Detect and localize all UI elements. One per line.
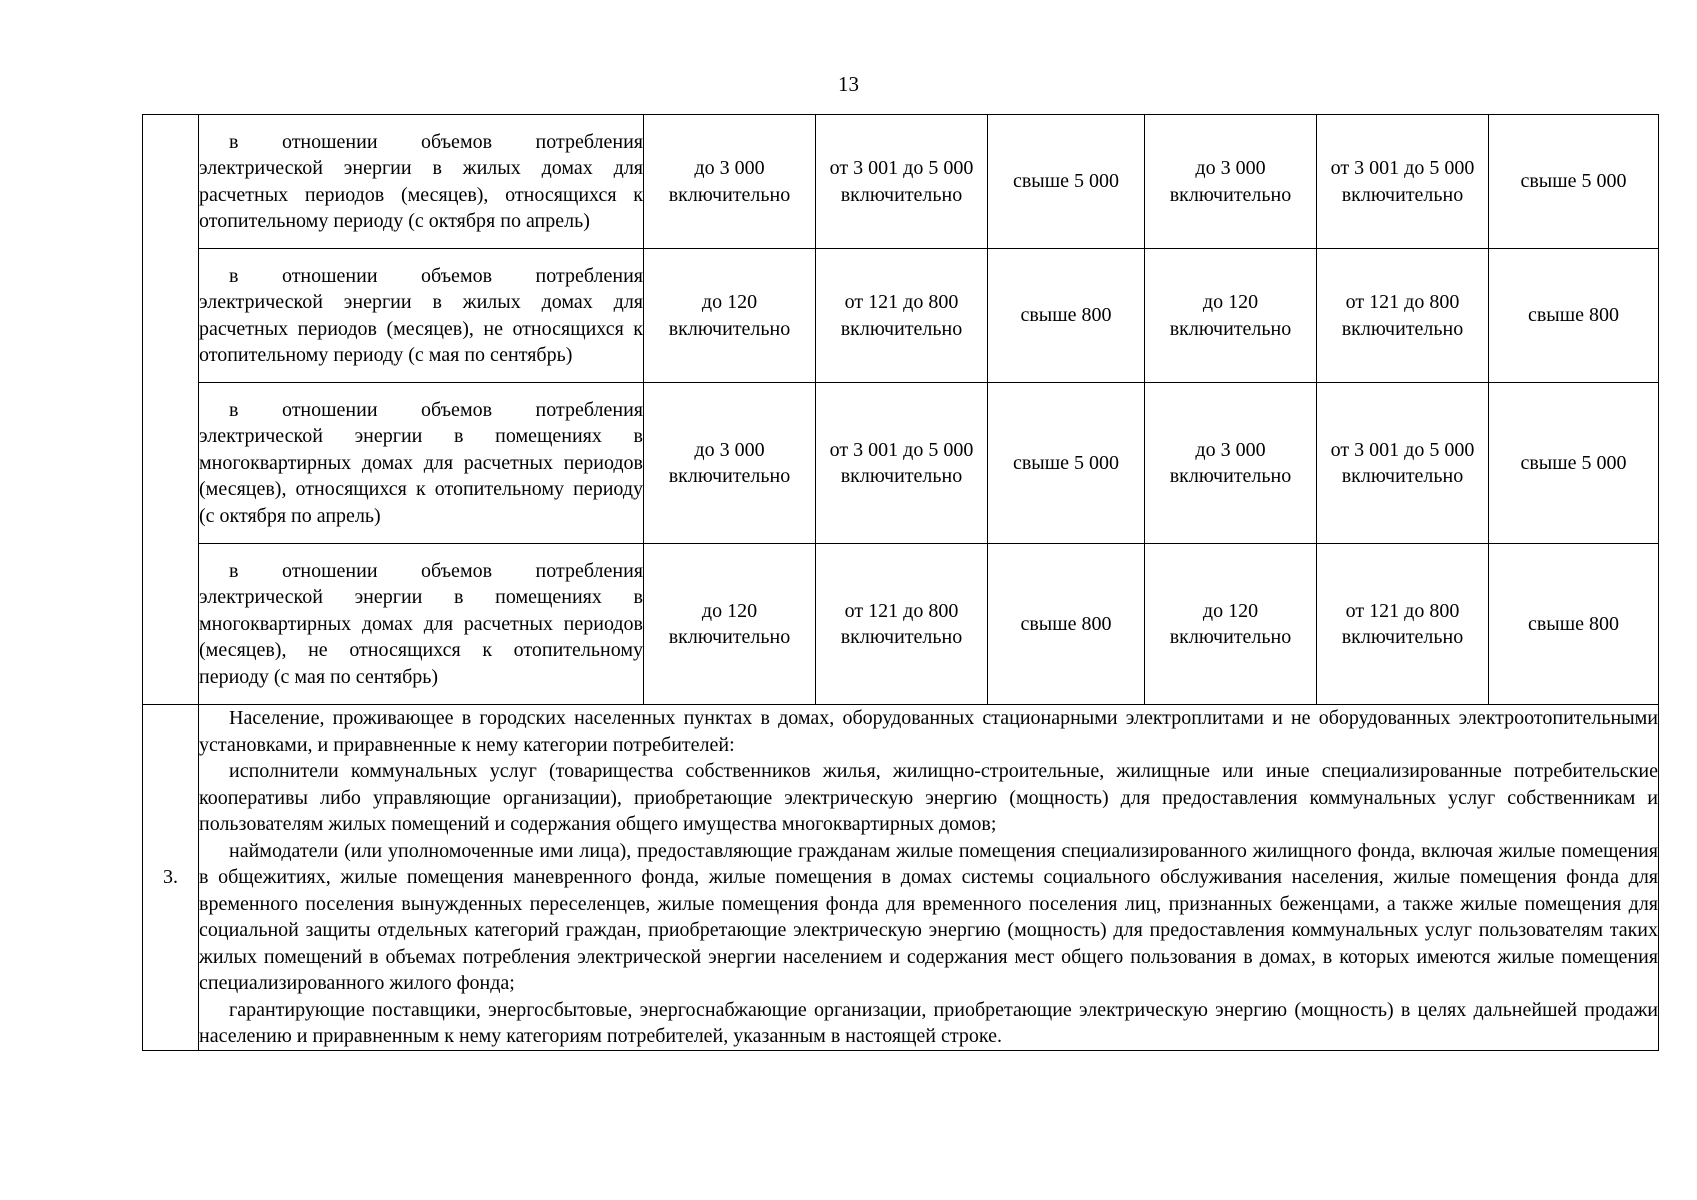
- row-number-cell: [143, 115, 199, 705]
- value-cell: от 3 001 до 5 000 включительно: [816, 383, 988, 544]
- paragraph: исполнители коммунальных услуг (товарищества собственников жилья, жилищно-строительные, жилищные или иные специализированные потребительские кооперативы либо управляющие организации), приобретающие электрическую энергию (мощность) для предоставления коммунальных услуг собственникам и пользователям жилых помещений и содержания общего имущества многоквартирных домов;: [199, 760, 1658, 835]
- page-number: 13: [838, 72, 859, 96]
- row-description: в отношении объемов потребления электрической энергии в помещениях в многоквартирных домах для расчетных периодов (месяцев), относящихся к отопительному периоду (с октября по апрель): [199, 383, 644, 544]
- paragraph: наймодатели (или уполномоченные ими лица), предоставляющие гражданам жилые помещения специализированного жилищного фонда, включая жилые помещения в общежитиях, жилые помещения маневренного фонда, жилые помещения в домах системы социального обслуживания населения, жилые помещения фонда для временного поселения вынужденных переселенцев, жилые помещения фонда для временного поселения лиц, признанных беженцами, а также жилые помещения для социальной защиты отдельных категорий граждан, приобретающие электрическую энергию (мощность) для предоставления коммунальных услуг пользователям таких жилых помещений в объемах потребления электрической энергии населением и содержания мест общего пользования в домах, в которых имеются жилые помещения специализированного жилого фонда;: [199, 839, 1658, 994]
- value-cell: до 120 включительно: [644, 249, 816, 383]
- table-row: [143, 383, 1659, 544]
- value-cell: свыше 5 000: [1489, 115, 1659, 249]
- value-cell: от 121 до 800 включительно: [816, 249, 988, 383]
- row-description: в отношении объемов потребления электрической энергии в жилых домах для расчетных периодов (месяцев), не относящихся к отопительному периоду (с мая по сентябрь): [199, 249, 644, 383]
- row-description: в отношении объемов потребления электрической энергии в жилых домах для расчетных периодов (месяцев), относящихся к отопительному периоду (с октября по апрель): [199, 115, 644, 249]
- value-cell: свыше 800: [1489, 249, 1659, 383]
- table-row-section-3: [143, 705, 1659, 1051]
- value-cell: от 121 до 800 включительно: [1317, 249, 1489, 383]
- value-cell: от 3 001 до 5 000 включительно: [1317, 115, 1489, 249]
- value-cell: до 3 000 включительно: [1145, 115, 1317, 249]
- row-number: 3.: [143, 705, 199, 1051]
- value-cell: от 3 001 до 5 000 включительно: [1317, 383, 1489, 544]
- value-cell: до 3 000 включительно: [1145, 383, 1317, 544]
- value-cell: от 121 до 800 включительно: [1317, 544, 1489, 705]
- table-row: [143, 544, 1659, 705]
- tariff-table: [142, 114, 1659, 1051]
- value-cell: свыше 800: [988, 249, 1145, 383]
- value-cell: от 3 001 до 5 000 включительно: [816, 115, 988, 249]
- table-row: [143, 115, 1659, 249]
- table-row: [143, 249, 1659, 383]
- value-cell: свыше 5 000: [1489, 383, 1659, 544]
- value-cell: до 3 000 включительно: [644, 115, 816, 249]
- value-cell: свыше 800: [988, 544, 1145, 705]
- value-cell: свыше 5 000: [988, 115, 1145, 249]
- paragraph: гарантирующие поставщики, энергосбытовые, энергоснабжающие организации, приобретающие электрическую энергию (мощность) в целях дальнейшей продажи населению и приравненным к нему категориям потребителей, указанным в настоящей строке.: [199, 998, 1658, 1047]
- value-cell: до 120 включительно: [1145, 249, 1317, 383]
- value-cell: до 120 включительно: [644, 544, 816, 705]
- row-description: в отношении объемов потребления электрической энергии в помещениях в многоквартирных домах для расчетных периодов (месяцев), не относящихся к отопительному периоду (с мая по сентябрь): [199, 544, 644, 705]
- value-cell: от 121 до 800 включительно: [816, 544, 988, 705]
- value-cell: свыше 5 000: [988, 383, 1145, 544]
- value-cell: свыше 800: [1489, 544, 1659, 705]
- value-cell: до 120 включительно: [1145, 544, 1317, 705]
- section-3-text: [199, 705, 1659, 1051]
- value-cell: до 3 000 включительно: [644, 383, 816, 544]
- paragraph: Население, проживающее в городских населенных пунктах в домах, оборудованных стационарными электроплитами и не оборудованных электроотопительными установками, и приравненные к нему категории потребителей:: [199, 707, 1658, 756]
